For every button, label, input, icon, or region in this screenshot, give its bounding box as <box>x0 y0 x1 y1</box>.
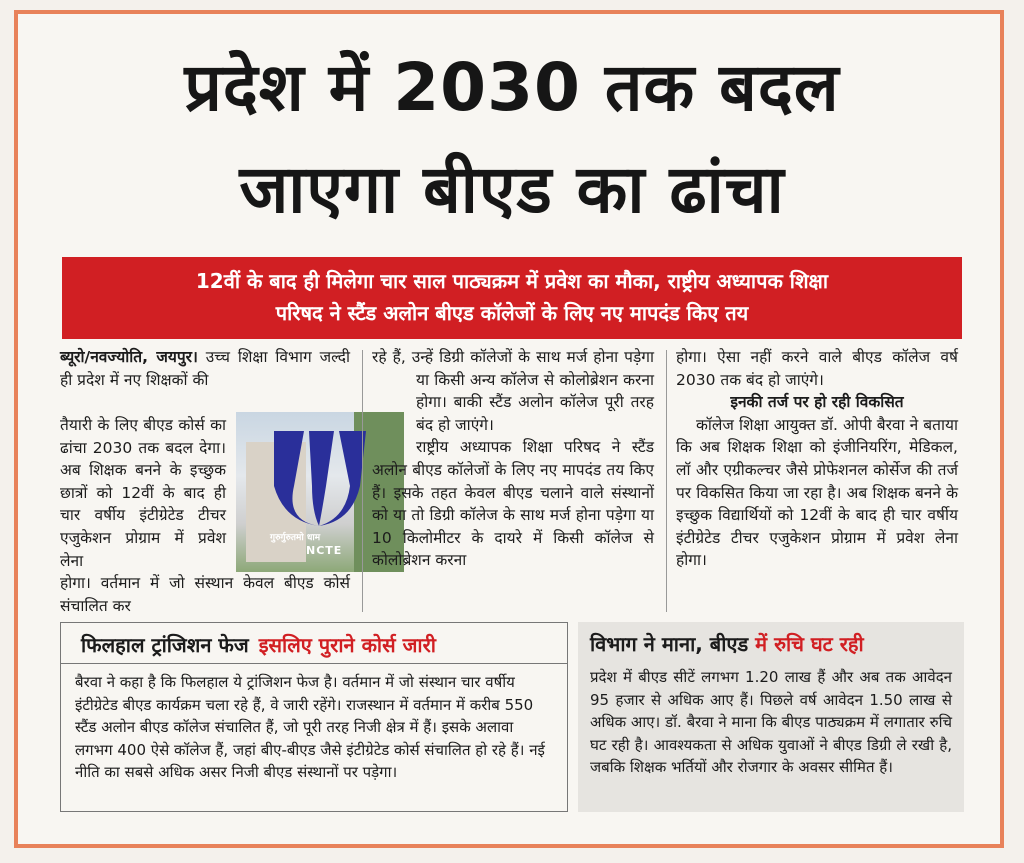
article-col2 <box>372 346 654 572</box>
transition-box-body: बैरवा ने कहा है कि फिलहाल ये ट्रांजिशन फेज है। वर्तमान में जो संस्थान चार वर्षीय इंटीग्रेटेड बीएड कार्यक्रम चला रहे हैं, वे जारी रहेंगे। राजस्थान में वर्तमान में करीब 550 स्टैंड अलोन बीएड कॉलेज संचालित हैं, जो पूरी तरह निजी क्षेत्र में हैं। इसके अलावा लगभग 400 ऐसे कॉलेज हैं, जहां बीए-बीएड जैसे इंटीग्रेटेड कोर्स संचालित हो रहे हैं। नई नीति का सबसे अधिक असर निजी बीएड संस्थानों पर पड़ेगा। <box>75 673 545 782</box>
article-col1-bottom <box>60 572 350 617</box>
headline-line-1: प्रदेश में 2030 तक बदल <box>184 49 840 126</box>
interest-box <box>578 622 964 812</box>
interest-title-black: विभाग ने माना, बीएड <box>590 632 749 656</box>
article-col3-para1: होगा। ऐसा नहीं करने वाले बीएड कॉलेज वर्ष 2030 तक बंद हो जाएंगे। <box>676 348 958 389</box>
transition-box-title <box>81 627 436 663</box>
logo-caption: गुरुर्गुरुतमो धाम <box>270 533 321 543</box>
column-divider <box>362 350 363 612</box>
transition-title-black: फिलहाल ट्रांजिशन फेज <box>81 633 249 657</box>
interest-box-body: प्रदेश में बीएड सीटें लगभग 1.20 लाख हैं और अब तक आवेदन 95 हजार से अधिक आए हैं। पिछले वर्ष आवेदन 1.50 लाख से अधिक आए। डॉ. बैरवा ने माना कि बीएड पाठ्यक्रम में लगातार रुचि घट रही है। आवश्यकता से अधिक युवाओं ने बीएड डिग्री ले रखी है, जबकि शिक्षक भर्तियों और रोजगार के अवसर सीमित हैं। <box>590 668 952 777</box>
article-col1-mid-text: तैयारी के लिए बीएड कोर्स का ढांचा 2030 तक बदल देगा। अब शिक्षक बनने के इच्छुक छात्रों को 12वीं के बाद ही चार वर्षीय इंटीग्रेटेड टीचर एजुकेशन प्रोग्राम में प्रवेश लेना <box>60 416 226 570</box>
dateline: ब्यूरो/नवज्योति, जयपुर। <box>60 348 198 366</box>
banner-line-1: 12वीं के बाद ही मिलेगा चार साल पाठ्यक्रम में प्रवेश का मौका, राष्ट्रीय अध्यापक शिक्षा <box>195 269 829 293</box>
article-col3-subhead: इनकी तर्ज पर हो रही विकसित <box>730 393 904 412</box>
subheadline-banner <box>62 257 962 339</box>
article-col2-para1: रहे हैं, उन्हें डिग्री कॉलेजों के साथ मर्ज होना पड़ेगा या किसी अन्य कॉलेज से कोलोब्रेशन करना होगा। बाकी स्टैंड अलोन कॉलेज पूरी तरह बंद हो जाएंगे। <box>372 348 654 434</box>
article-col1-top-text: उच्च शिक्षा विभाग जल्दी ही प्रदेश में नए शिक्षकों की <box>60 348 350 389</box>
article-col1-mid <box>60 414 226 572</box>
transition-title-red: इसलिए पुराने कोर्स जारी <box>258 633 436 657</box>
banner-line-2: परिषद ने स्टैंड अलोन बीएड कॉलेजों के लिए नए मापदंड किए तय <box>275 301 749 325</box>
interest-title-red: में रुचि घट रही <box>755 632 864 656</box>
column-divider <box>666 350 667 612</box>
interest-box-title <box>590 626 864 662</box>
article-col2-para2: राष्ट्रीय अध्यापक शिक्षा परिषद ने स्टैंड अलोन बीएड कॉलेजों के लिए नए मापदंड तय किए हैं। इसके तहत केवल बीएड चलाने वाले संस्थानों को या तो डिग्री कॉलेज के साथ मर्ज होना पड़ेगा या 10 किलोमीटर के दायरे में किसी कॉलेज से कोलोब्रेशन करना <box>372 438 654 570</box>
article-col3-para2: कॉलेज शिक्षा आयुक्त डॉ. ओपी बैरवा ने बताया कि अब शिक्षक शिक्षा को इंजीनियरिंग, मेडिकल, लॉ और एग्रीकल्चर जैसे प्रोफेशनल कोर्सेज की तर्ज पर विकसित किया जा रहा है। अब शिक्षक बनने के इच्छुक विद्यार्थियों को 12वीं के बाद ही चार वर्षीय इंटीग्रेटेड टीचर एजुकेशन प्रोग्राम में प्रवेश लेना होगा। <box>676 415 958 570</box>
headline-line-2: जाएगा बीएड का ढांचा <box>239 151 785 228</box>
transition-box <box>60 622 568 812</box>
ncte-logo-icon <box>264 426 374 536</box>
article-col1-top <box>60 346 350 391</box>
article-col1-bottom-text: होगा। वर्तमान में जो संस्थान केवल बीएड कोर्स संचालित कर <box>60 574 350 615</box>
logo-abbr: NCTE <box>306 544 343 557</box>
article-col3 <box>676 346 958 572</box>
